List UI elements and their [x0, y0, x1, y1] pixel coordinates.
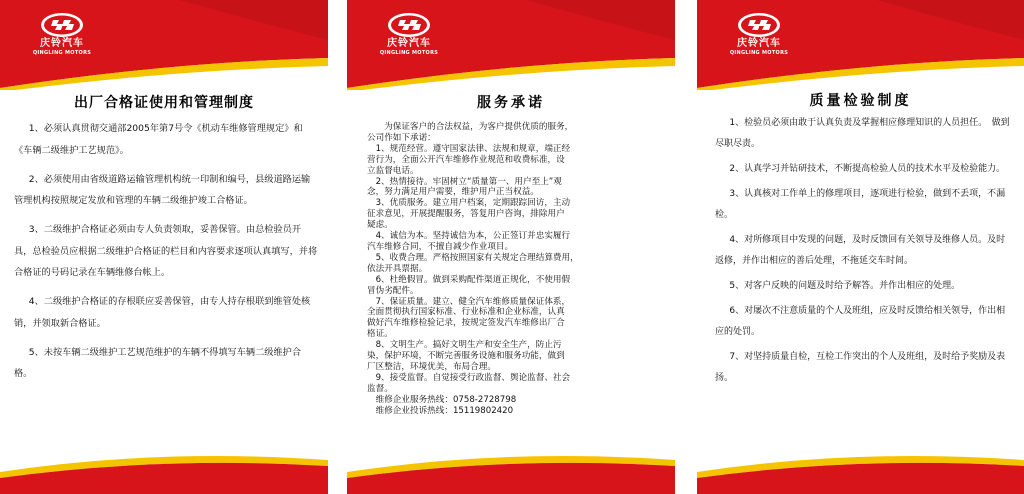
qingling-emblem-icon [737, 12, 781, 38]
commitment-line: 为保证客户的合法权益，为客户提供优质的服务， [367, 122, 574, 132]
commitment-line: 营行为，全面公开汽车维修作业规范和收费标准，设 [367, 154, 565, 165]
logo-text-en: QINGLING MOTORS [729, 50, 789, 56]
logo-text-cn: 庆铃汽车 [40, 38, 84, 49]
commitment-line: 做好汽车维修检验记录，按规定签发汽车维修出厂合 [367, 318, 565, 329]
red-footer-band [347, 434, 675, 494]
logo-text-en: QINGLING MOTORS [32, 50, 92, 56]
qingling-logo [22, 12, 102, 67]
commitment-line: 疑虑。 [367, 220, 393, 231]
rule-paragraph: 6、对屡次不注意质量的个人及班组，应及时反馈给相关领导，作出相应的处罚。 [715, 306, 1006, 337]
poster-title: 出厂合格证使用和管理制度 [74, 95, 254, 111]
poster-body [715, 113, 1013, 393]
service-hotline: 维修企业服务热线：0758-2728798 [367, 394, 517, 405]
rule-paragraph: 3、认真核对工作单上的修理项目，逐项进行检验，做到不丢项，不漏检。 [715, 189, 1006, 220]
rule-paragraph: 2、认真学习并钻研技术，不断提高检验人员的技术水平及检验能力。 [729, 164, 1006, 174]
red-footer-band [697, 434, 1024, 494]
rule-paragraph: 5、对客户反映的问题及时给予解答。并作出相应的处理。 [729, 281, 961, 291]
commitment-line: 汽车维修合同，不擅自减少作业项目。 [367, 241, 514, 252]
commitment-line: 6、杜绝假冒。做到采购配件渠道正规化，不使用假 [367, 274, 571, 285]
commitment-line: 2、热情接待。牢固树立“质量第一、用户至上”观 [367, 176, 562, 187]
commitment-line: 5、收费合理。严格按照国家有关规定合理结算费用， [367, 252, 579, 263]
rule-paragraph: 5、未按车辆二级维护工艺规范维护的车辆不得填写车辆二级维护合格。 [14, 346, 302, 380]
qingling-logo [719, 12, 799, 67]
poster-body [367, 122, 659, 416]
commitment-line: 公司作如下承诺： [367, 132, 436, 143]
commitment-line: 8、文明生产。搞好文明生产和安全生产，防止污 [367, 340, 562, 351]
poster-title: 质量检验制度 [809, 93, 912, 109]
rule-paragraph: 7、对坚持质量自检，互检工作突出的个人及班组，及时给予奖励及表扬。 [715, 352, 1006, 383]
commitment-line: 3、优质服务。建立用户档案，定期跟踪回访，主动 [367, 198, 571, 209]
rule-paragraph: 4、对所修项目中发现的问题，及时反馈回有关领导及维修人员。及时返修，并作出相应的善后处理，不拖延交车时间。 [715, 235, 1006, 266]
rule-paragraph: 4、二级维护合格证的存根联应妥善保管，由专人持存根联到维管处核销，并领取新合格证。 [14, 296, 311, 329]
commitment-line: 9、接受监督。自觉接受行政监督、舆论监督、社会 [367, 372, 571, 383]
rule-paragraph: 3、二级维护合格证必须由专人负责领取，妥善保管。由总检验员开具，总检验员应根据二级维护合格证的栏目和内容要求逐项认真填写，并将合格证的号码记录在车辆维修台帐上。 [14, 224, 318, 279]
commitment-line: 4、诚信为本。坚持诚信为本，公正签订并忠实履行 [367, 231, 571, 242]
logo-text-cn: 庆铃汽车 [387, 38, 431, 49]
commitment-line: 1、规范经营。遵守国家法律、法规和规章，端正经 [367, 143, 571, 154]
commitment-line: 染，保护环境，不断完善服务设施和服务功能，做到 [367, 351, 565, 362]
commitment-line: 厂区整洁，环境优美，布局合理。 [367, 361, 496, 372]
rule-paragraph: 1、检验员必须由敢于认真负责及掌握相应修理知识的人员担任。 做到尽职尽责。 [715, 118, 1010, 149]
poster-certificate-management [0, 0, 328, 494]
commitment-line: 7、保证质量。建立、健全汽车维修质量保证体系， [367, 296, 571, 307]
logo-text-cn: 庆铃汽车 [737, 38, 781, 49]
commitment-line: 依法开具票据。 [367, 263, 428, 274]
logo-text-en: QINGLING MOTORS [379, 50, 439, 56]
poster-quality-inspection [697, 0, 1024, 494]
commitment-line: 冒伪劣配件。 [367, 285, 419, 296]
commitment-line: 征求意见，开展提醒服务，答复用户咨询，排除用户 [367, 209, 565, 220]
poster-body [14, 118, 318, 392]
commitment-line: 全面贯彻执行国家标准、行业标准和企业标准，认真 [367, 307, 565, 318]
commitment-line: 监督。 [367, 383, 393, 394]
qingling-emblem-icon [387, 12, 431, 38]
red-footer-band [0, 434, 328, 494]
commitment-line: 格证。 [367, 329, 393, 340]
qingling-logo [369, 12, 449, 67]
commitment-line: 念，努力满足用户需要，维护用户正当权益。 [367, 187, 539, 198]
complaint-hotline: 维修企业投诉热线：15119802420 [367, 405, 514, 416]
qingling-emblem-icon [40, 12, 84, 38]
poster-title: 服务承诺 [477, 95, 545, 111]
rule-paragraph: 2、必须使用由省级道路运输管理机构统一印制和编号，县级道路运输管理机构按照规定发放和管理的车辆二级维护竣工合格证。 [14, 173, 311, 207]
rule-paragraph: 1、必须认真贯彻交通部2005年第7号令《机动车维修管理规定》和《车辆二级维护工艺规范》。 [14, 123, 303, 156]
commitment-line: 立监督电话。 [367, 165, 419, 176]
poster-service-commitment [347, 0, 675, 494]
